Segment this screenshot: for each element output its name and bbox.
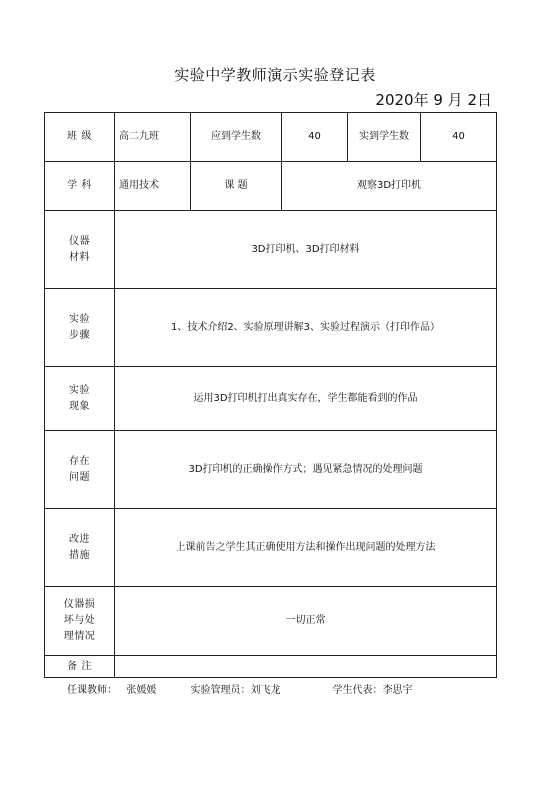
row-steps (45, 289, 497, 367)
registration-table (44, 112, 497, 678)
subject-value: 通用技术 (115, 162, 191, 211)
expected-students-label: 应到学生数 (191, 113, 282, 162)
steps-value: 1、技术介绍2、实验原理讲解3、实验过程演示（打印作品） (115, 289, 497, 367)
subject-label: 学 科 (45, 162, 115, 211)
phenomenon-value: 运用3D打印机打出真实存在，学生都能看到的作品 (115, 367, 497, 431)
remarks-value (115, 656, 497, 678)
equipment-value: 3D打印机、3D打印材料 (115, 211, 497, 289)
class-label: 班 级 (45, 113, 115, 162)
improvements-label: 改进 措施 (45, 509, 115, 587)
actual-students-value: 40 (421, 113, 497, 162)
expected-students-value: 40 (282, 113, 348, 162)
equipment-label: 仪器 材料 (45, 211, 115, 289)
damage-label: 仪器损 坏与处 理情况 (45, 587, 115, 656)
phenomenon-label: 实验 现象 (45, 367, 115, 431)
row-subject (45, 162, 497, 211)
signature-footer (67, 681, 413, 696)
date: 2020年 9 月 2日 (375, 91, 492, 109)
steps-label: 实验 步骤 (45, 289, 115, 367)
teacher-signature: 任课教师： 张媛媛 (67, 685, 157, 696)
row-equipment (45, 211, 497, 289)
actual-students-label: 实到学生数 (348, 113, 421, 162)
row-phenomenon (45, 367, 497, 431)
row-damage (45, 587, 497, 656)
row-improvements (45, 509, 497, 587)
class-value: 高二九班 (115, 113, 191, 162)
manager-signature: 实验管理员：刘飞龙 (190, 685, 281, 696)
problems-label: 存在 问题 (45, 431, 115, 509)
problems-value: 3D打印机的正确操作方式；遇见紧急情况的处理问题 (115, 431, 497, 509)
remarks-label: 备 注 (45, 656, 115, 678)
row-remarks (45, 656, 497, 678)
topic-value: 观察3D打印机 (282, 162, 497, 211)
damage-value: 一切正常 (115, 587, 497, 656)
improvements-value: 上课前告之学生其正确使用方法和操作出现问题的处理方法 (115, 509, 497, 587)
topic-label: 课 题 (191, 162, 282, 211)
page-title: 实验中学教师演示实验登记表 (174, 66, 376, 84)
student-rep-signature: 学生代表：李思宇 (332, 685, 413, 696)
row-problems (45, 431, 497, 509)
row-class (45, 113, 497, 162)
